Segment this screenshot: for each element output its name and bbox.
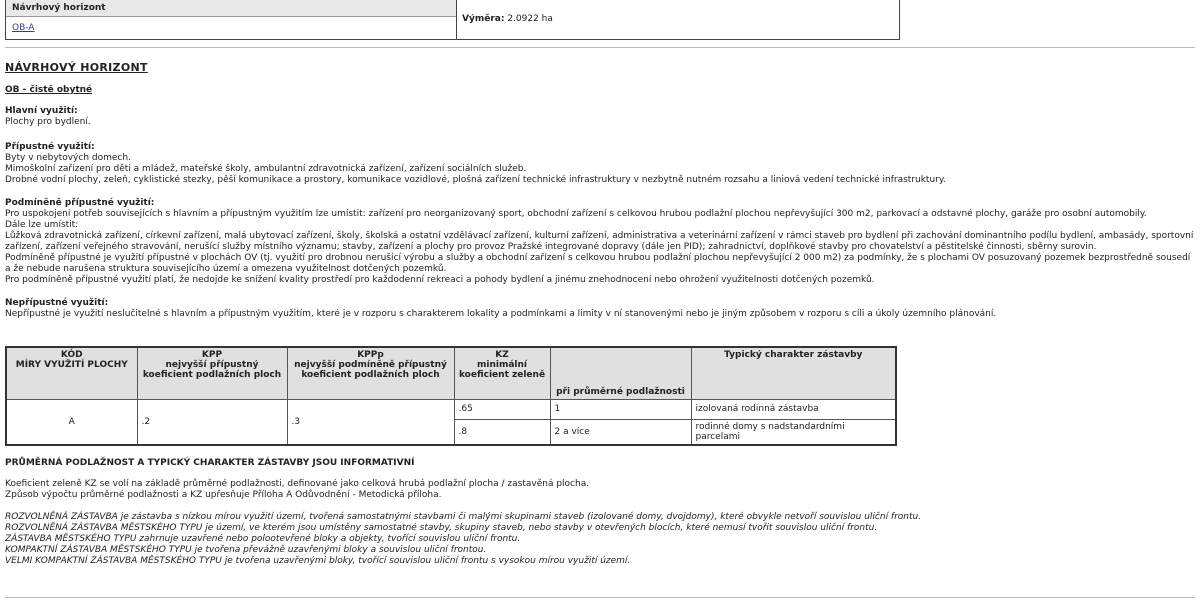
prohibited-line: Nepřípustné je využití neslučitelné s hlavním a přípustným využitím, které je v rozporu s charakterem lokality a podmínkami a limity v ní stanovenými nebo je jiným způsobem v rozporu s cíli a úkoly územního plánování. [5,309,997,319]
area-value: 2.0922 ha [507,14,553,24]
divider-bottom [5,597,1195,598]
definitions [5,512,921,567]
cell-kppp: .3 [287,399,454,445]
main-use-label: Hlavní využití: [5,106,78,116]
conditional-section [5,198,1197,286]
permitted-line: Byty v nebytových domech. [5,153,131,163]
cell-character: rodinné domy s nadstandardními parcelami [691,419,896,445]
header-kppp: KPPp nejvyšší podmíněně přípustný koeficient podlažních ploch [287,347,454,399]
horizon-cell [6,0,457,39]
definition-line: ROZVOLNĚNÁ ZÁSTAVBA MĚSTSKÉHO TYPU je území, ve kterém jsou umístěny samostatné stavby, skupiny staveb, nebo stavby v otevřených blocích, které nemusí tvořit souvislou uliční frontu. [5,523,878,533]
cell-kz: .8 [454,419,550,445]
page-heading: NÁVRHOVÝ HORIZONT [5,61,148,74]
conditional-line: Dále lze umístit: [5,220,79,230]
header-charakter: Typický charakter zástavby [691,347,896,399]
conditional-line: Pro podmíněně přípustné využití platí, že nedojde ke snížení kvality prostředí pro každodenní rekreaci a pohody bydlení a jinému znehodnocení nebo ohrožení využitelnosti dotčených pozemků. [5,275,875,285]
area-cell [462,14,553,25]
definition-line: KOMPAKTNÍ ZÁSTAVBA MĚSTSKÉHO TYPU je tvořena převážně uzavřenými bloky a souvislou uliční frontou. [5,545,487,555]
cell-kpp: .2 [137,399,287,445]
permitted-line: Drobné vodní plochy, zeleň, cyklistické stezky, pěší komunikace a prostory, komunikace vozidlové, plošná zařízení technické infrastruktury v nezbytně nutném rozsahu a liniová vedení technické infrastruktury. [5,175,946,185]
definition-line: ZÁSTAVBA MĚSTSKÉHO TYPU zahrnuje uzavřené nebo polootevřené bloky a objekty, tvořící souvislou uliční frontu. [5,534,521,544]
coefficients-table [5,346,897,446]
definition-line: ROZVOLNĚNÁ ZÁSTAVBA je zástavba s nízkou mírou využití území, tvořená samostatnými stavbami či malými skupinami staveb (izolované domy, dvojdomy), které obvykle netvoří souvislou uliční frontu. [5,512,922,522]
conditional-line: Lůžková zdravotnická zařízení, církevní zařízení, malá ubytovací zařízení, školy, školská a ostatní vzdělávací zařízení, kulturní zařízení, administrativa a veterinární zařízení v rámci staveb pro bydlení při zachování dominantního podílu bydlení, ambasády, sportovní zařízení, zařízení veřejného stravování, nerušící služby místního významu; stavby, zařízení a plochy pro provoz Pražské integrované dopravy (dále jen PID); zahradnictví, doplňkové stavby pro chovatelství a pěstitelské činnosti, sběrny surovin. [5,231,1194,252]
horizon-header: Návrhový horizont [6,0,456,17]
main-use-section [5,106,91,128]
cell-code: A [6,399,137,445]
header-podlaznost: při průměrné podlažnosti [550,347,691,399]
cell-character: izolovaná rodinná zástavba [691,399,896,419]
cell-kz: .65 [454,399,550,419]
permitted-section [5,142,1195,186]
conditional-label: Podmíněně přípustné využití: [5,198,155,208]
informative-line: Způsob výpočtu průměrné podlažnosti a KZ upřesňuje Příloha A Odůvodnění - Metodická příloha. [5,490,442,500]
header-kpp: KPP nejvyšší přípustný koeficient podlažních ploch [137,347,287,399]
divider-top [5,47,1195,48]
definition-line: VELMI KOMPAKTNÍ ZÁSTAVBA MĚSTSKÉHO TYPU je tvořena uzavřenými bloky, tvořící souvislou uliční frontu s vysokou mírou využití území. [5,556,631,566]
informative-line: Koeficient zeleně KZ se volí na základě průměrné podlažnosti, definované jako celková hrubá podlažní plocha / zastavěná plocha. [5,479,590,489]
informative-title: PRŮMĚRNÁ PODLAŽNOST A TYPICKÝ CHARAKTER ZÁSTAVBY JSOU INFORMATIVNÍ [5,458,415,468]
permitted-label: Přípustné využití: [5,142,95,152]
zone-title: OB - čistě obytné [5,85,93,95]
prohibited-label: Nepřípustné využití: [5,298,109,308]
permitted-line: Mimoškolní zařízení pro děti a mládež, mateřské školy, ambulantní zdravotnická zařízení, zařízení sociálních služeb. [5,164,527,174]
informative-notes [5,479,589,501]
main-use-line: Plochy pro bydlení. [5,117,91,127]
prohibited-section [5,298,1195,320]
conditional-line: Podmíněně přípustné je využití přípustné v plochách OV (tj. využití pro drobnou nerušící výrobu a služby a obchodní zařízení s celkovou hrubou podlažní plochou nepřevyšující 2 000 m2) za podmínky, že s plochami OV posuzovaný pozemek bezprostředně sousedí a že nebude narušena struktura souvisejícího území a omezena využitelnost dotčených pozemků. [5,253,1191,274]
header-kod: KÓD MÍRY VYUŽITÍ PLOCHY [6,347,137,399]
cell-floors: 1 [550,399,691,419]
table-header-row [6,347,896,399]
summary-table [5,0,900,40]
conditional-line: Pro uspokojení potřeb souvisejících s hlavním a přípustným využitím lze umístit: zařízení pro neorganizovaný sport, obchodní zařízení s celkovou hrubou podlažní plochou nepřevyšující 300 m2, parkovací a odstavné plochy, garáže pro osobní automobily. [5,209,1147,219]
horizon-link[interactable]: OB-A [12,23,35,33]
table-row [6,399,896,419]
header-kz: KZ minimální koeficient zeleně [454,347,550,399]
cell-floors: 2 a více [550,419,691,445]
area-label: Výměra: [462,14,505,24]
